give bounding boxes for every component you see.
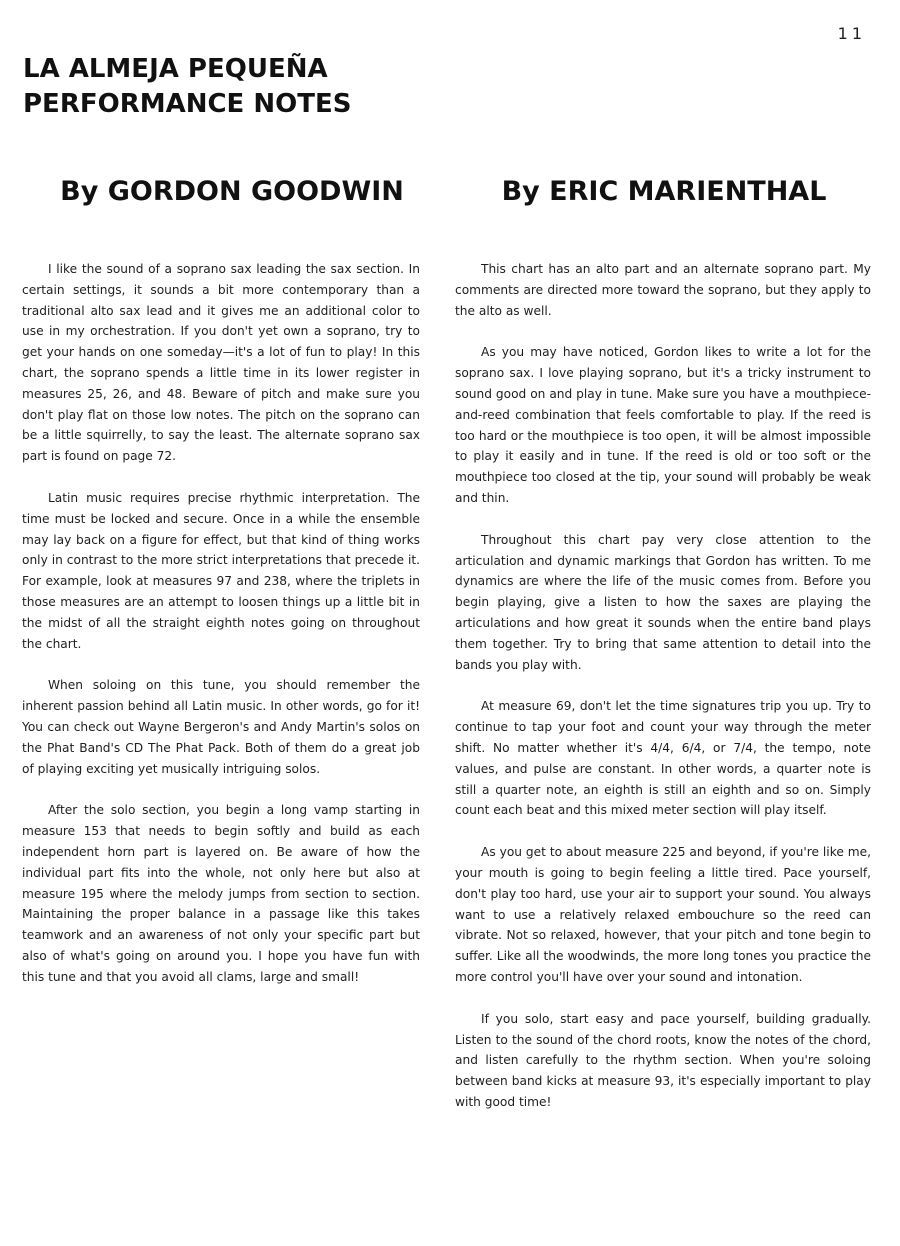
column-goodwin — [22, 172, 420, 1009]
paragraph: I like the sound of a soprano sax leading the sax section. In certain settings, it sounds a bit more contemporary than a traditional alto sax lead and it gives me an additional color to use in my orchestration. If you don't yet own a soprano, try to get your hands on one someday—it's a lot of fun to play! In this chart, the soprano spends a little time in its lower register in measures 25, 26, and 48. Beware of pitch and make sure you don't play flat on those low notes. The pitch on the soprano can be a little squirrelly, to say the least. The alternate soprano sax part is found on page 72. — [22, 262, 420, 464]
page-number: 11 — [837, 24, 866, 43]
paragraph: This chart has an alto part and an alternate soprano part. My comments are directed more toward the soprano, but they apply to the alto as well. — [455, 262, 871, 318]
paragraph: At measure 69, don't let the time signatures trip you up. Try to continue to tap your foot and count your way through the meter shift. No matter whether it's 4/4, 6/4, or 7/4, the tempo, note values, and pulse are constant. In other words, a quarter note is still a quarter note, an eighth is still an eighth and so on. Simply count each beat and this mixed meter section will play itself. — [455, 699, 871, 818]
column-marienthal — [455, 172, 871, 1134]
byline-goodwin: By GORDON GOODWIN — [60, 176, 404, 207]
title-line-2: PERFORMANCE NOTES — [23, 89, 352, 119]
paragraph: As you may have noticed, Gordon likes to write a lot for the soprano sax. I love playing soprano, but it's a tricky instrument to sound good on and play in tune. Make sure you have a mouthpiece-and-reed combination that feels comfortable to play. If the reed is too hard or the mouthpiece is too open, it will be almost impossible to play it easily and in tune. If the reed is old or too soft or the mouthpiece too closed at the tip, your sound will probably be weak and thin. — [455, 345, 871, 505]
page-title — [23, 52, 351, 122]
paragraph: After the solo section, you begin a long vamp starting in measure 153 that needs to begin softly and build as each independent horn part is layered on. Be aware of how the individual part fits into the whole, not only here but also at measure 195 where the melody jumps from section to section. Maintaining the proper balance in a passage like this takes teamwork and an awareness of not only your specific part but also of what's going on around you. I hope you have fun with this tune and that you avoid all clams, large and small! — [22, 803, 420, 984]
paragraph: When soloing on this tune, you should remember the inherent passion behind all Latin music. In other words, go for it! You can check out Wayne Bergeron's and Andy Martin's solos on the Phat Band's CD The Phat Pack. Both of them do a great job of playing exciting yet musically intriguing solos. — [22, 678, 420, 776]
paragraph: If you solo, start easy and pace yourself, building gradually. Listen to the sound of the chord roots, know the notes of the chord, and listen carefully to the rhythm section. When you're soloing between band kicks at measure 93, it's especially important to play with good time! — [455, 1011, 871, 1109]
paragraph: Throughout this chart pay very close attention to the articulation and dynamic markings that Gordon has written. To me dynamics are where the life of the music comes from. Before you begin playing, give a listen to how the saxes are playing the articulations and how great it sounds when the entire band plays them together. Try to bring that same attention to detail into the bands you play with. — [455, 532, 871, 672]
byline-marienthal: By ERIC MARIENTHAL — [501, 176, 827, 207]
paragraph: Latin music requires precise rhythmic interpretation. The time must be locked and secure. Once in a while the ensemble may lay back on a figure for effect, but that kind of thing works only in contrast to the more strict interpretations that precede it. For example, look at measures 97 and 238, where the triplets in those measures are an attempt to loosen things up a little bit in the midst of all the straight eighth notes going on throughout the chart. — [22, 490, 420, 651]
paragraph: As you get to about measure 225 and beyond, if you're like me, your mouth is going to begin feeling a little tired. Pace yourself, don't play too hard, use your air to support your sound. You always want to use a relatively relaxed embouchure so the reed can vibrate. Not so relaxed, however, that your pitch and tone begin to suffer. Like all the woodwinds, the more long tones you practice the more control you'll have over your sound and intonation. — [455, 845, 871, 984]
title-line-1: LA ALMEJA PEQUEÑA — [23, 54, 328, 84]
